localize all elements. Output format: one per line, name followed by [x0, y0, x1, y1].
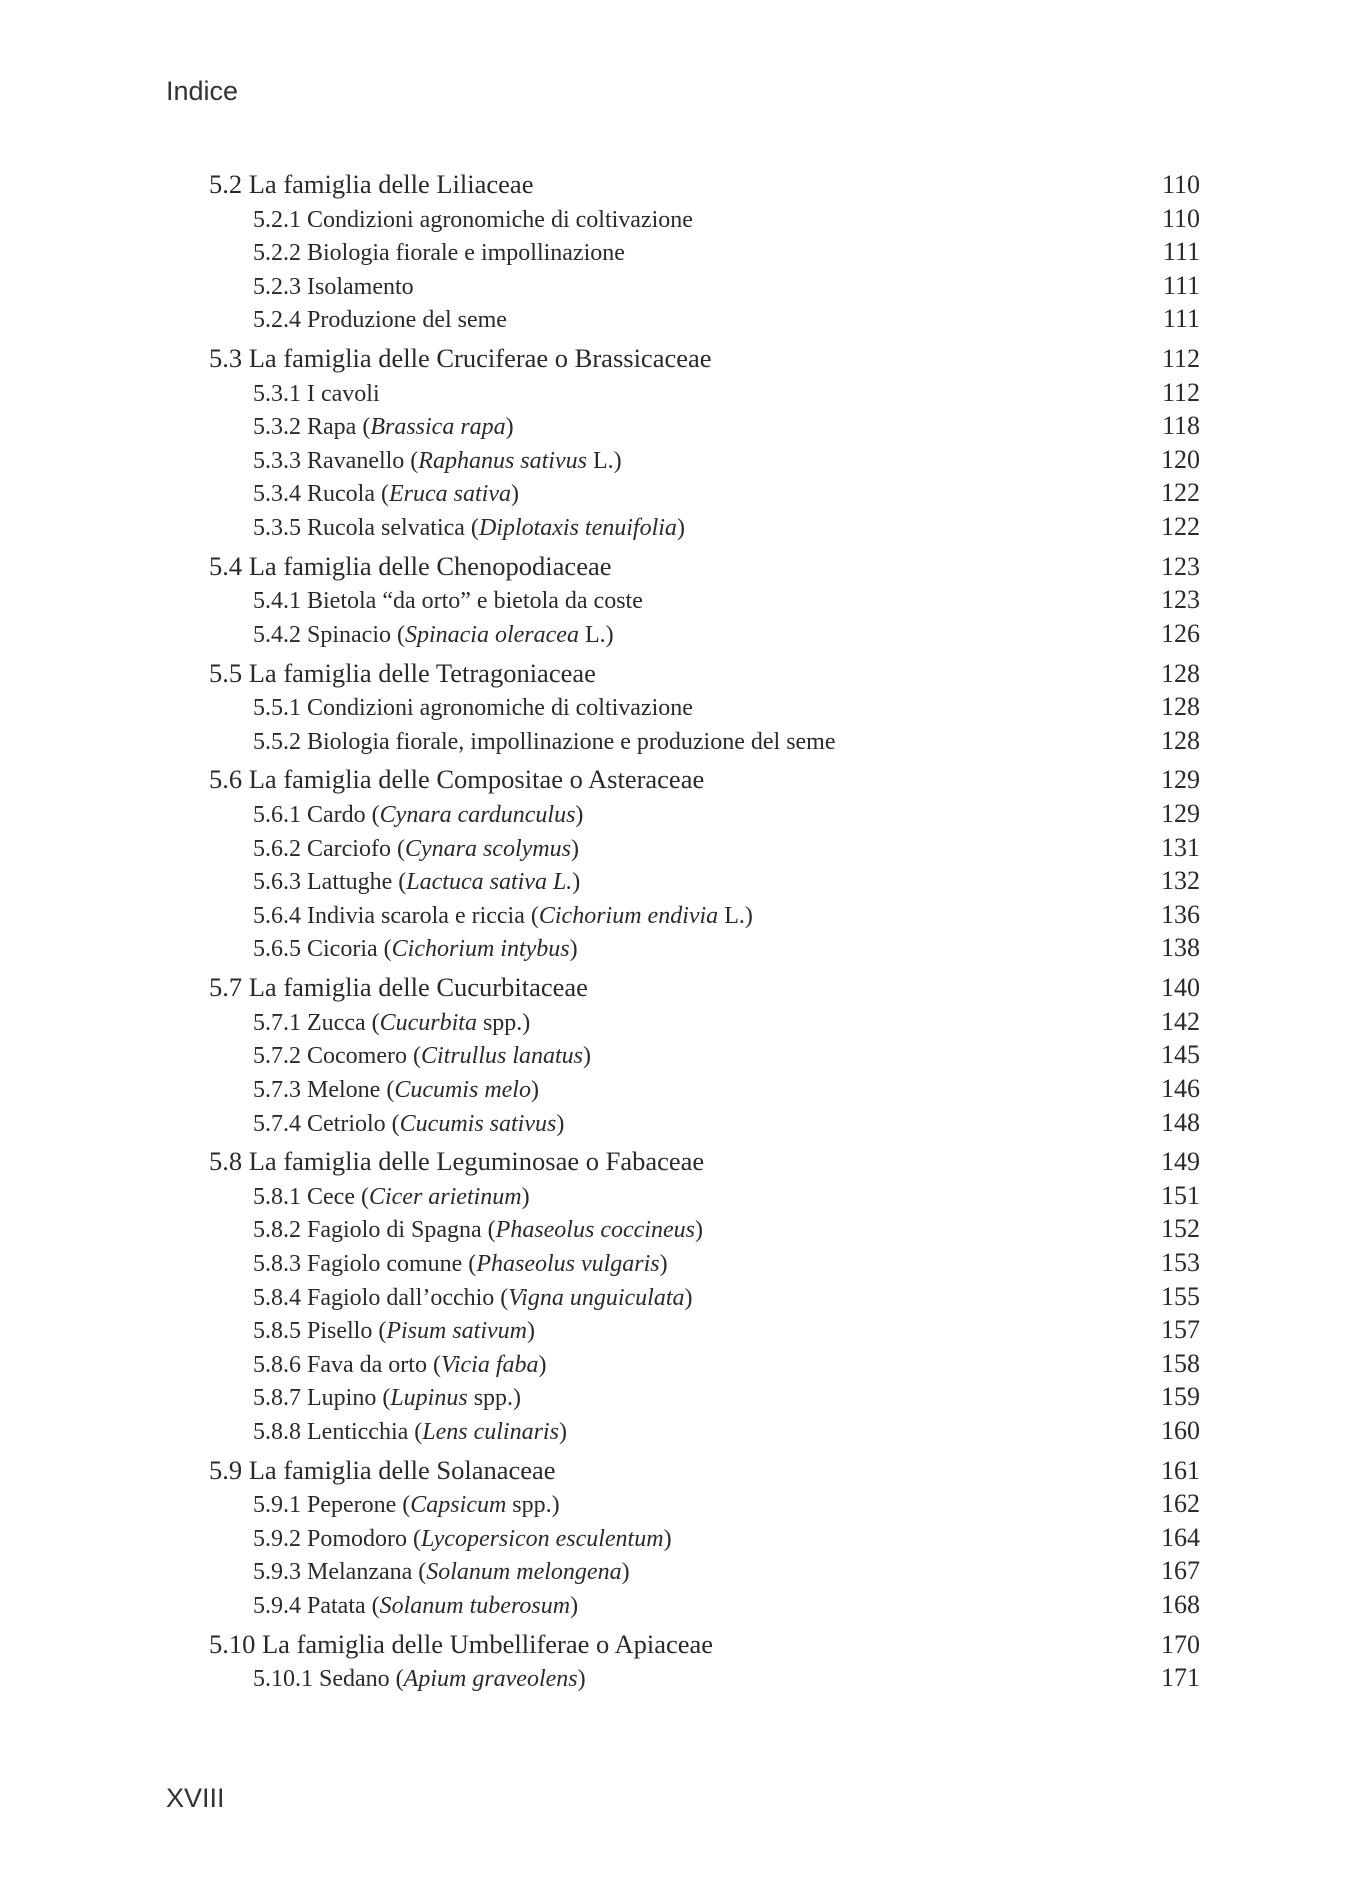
toc-page-number: 153 [1161, 1247, 1200, 1277]
toc-entry-segment: ) [663, 1525, 672, 1552]
toc-entry-title [253, 933, 578, 967]
toc-entry-italic-segment: Lens culinaris [422, 1418, 559, 1445]
toc-entry-segment: 5.4.1 Bietola “da orto” e bietola da coste [253, 588, 643, 615]
toc-page-number: 110 [1161, 170, 1200, 199]
toc-section-entry[interactable] [209, 763, 1200, 797]
toc-entry-title [253, 512, 685, 546]
toc-entry-title [209, 1628, 713, 1662]
toc-page-number: 138 [1161, 933, 1200, 963]
toc-page-number: 110 [1161, 203, 1200, 233]
toc-page-number: 142 [1161, 1006, 1200, 1036]
toc-entry-segment: ) [570, 835, 579, 862]
toc-section [209, 342, 1200, 544]
toc-entry-segment: ) [621, 1559, 630, 1586]
toc-entry-title [253, 900, 753, 934]
toc-entry-title [253, 1282, 692, 1316]
toc-entry-italic-segment: Citrullus lanatus [420, 1043, 584, 1070]
toc-page-number: 160 [1161, 1415, 1200, 1445]
toc-entry-segment: 5.2.4 Produzione del seme [253, 307, 507, 334]
toc-entry-title [253, 1489, 560, 1523]
toc-entry-segment: ) [659, 1250, 668, 1277]
toc-entry-title [253, 237, 625, 271]
toc-subsection-entry[interactable] [209, 1280, 1200, 1314]
toc-entry-segment: ) [510, 481, 519, 508]
toc-subsection-entry[interactable] [209, 1038, 1200, 1072]
toc-entry-segment: 5.9.4 Patata ( [253, 1593, 380, 1619]
toc-subsection-entry[interactable] [209, 409, 1200, 443]
toc-entry-title [253, 1074, 539, 1108]
toc-subsection-entry[interactable] [209, 1072, 1200, 1106]
toc-entry-segment: ) [583, 1043, 592, 1070]
toc-entry-title [253, 1108, 564, 1142]
toc-entry-segment: 5.6.3 Lattughe ( [253, 869, 407, 896]
toc-section [209, 1145, 1200, 1447]
toc-subsection-entry[interactable] [209, 583, 1200, 617]
toc-page-number: 145 [1161, 1040, 1200, 1070]
toc-entry-title [253, 585, 643, 619]
toc-subsection-entry[interactable] [209, 797, 1200, 831]
toc-page-number: 111 [1162, 304, 1200, 334]
toc-page-number: 136 [1161, 899, 1200, 929]
toc-entry-segment: 5.7 La famiglia delle Cucurbitaceae [209, 972, 588, 1003]
toc-entry-italic-segment: Cynara scolymus [404, 835, 571, 862]
toc-entry-segment: ) [572, 869, 581, 896]
toc-entry-title [253, 1416, 567, 1450]
toc-entry-italic-segment: Capsicum [410, 1492, 507, 1519]
toc-entry-segment: ) [521, 1183, 530, 1210]
toc-page-number: 162 [1161, 1489, 1200, 1519]
toc-entry-segment: ) [530, 1076, 539, 1103]
toc-entry-segment: ) [684, 1284, 693, 1311]
toc-entry-italic-segment: Vicia faba [440, 1351, 539, 1378]
toc-entry-segment: 5.6.5 Cicoria ( [253, 936, 392, 963]
toc-subsection-entry[interactable] [209, 476, 1200, 510]
toc-page-number: 152 [1161, 1214, 1200, 1244]
toc-entry-italic-segment: Lycopersicon esculentum [421, 1525, 664, 1552]
toc-subsection-entry[interactable] [209, 1380, 1200, 1414]
toc-entry-segment: 5.3.3 Ravanello ( [253, 447, 419, 474]
toc-entry-segment: 5.2.3 Isolamento [253, 273, 414, 300]
toc-entry-segment: ) [575, 802, 584, 829]
toc-entry-italic-segment: Cicer arietinum [368, 1183, 522, 1210]
toc-subsection-entry[interactable] [209, 724, 1200, 758]
toc-entry-segment: 5.9.3 Melanzana ( [253, 1559, 427, 1586]
toc-entry-segment: 5.8.6 Fava da orto ( [253, 1351, 441, 1378]
toc-entry-segment: L.) [718, 902, 753, 929]
toc-page-number: 126 [1161, 618, 1200, 648]
toc-entry-segment: ) [558, 1418, 567, 1445]
toc-entry-italic-segment: Vigna unguiculata [508, 1284, 685, 1311]
toc-subsection-entry[interactable] [209, 235, 1200, 269]
toc-entry-segment: 5.3.5 Rucola selvatica ( [253, 515, 479, 542]
page-number-folio: XVIII [166, 1783, 225, 1813]
toc-entry-title [253, 271, 414, 305]
toc-entry-italic-segment: Pisum sativum [386, 1318, 528, 1345]
toc-entry-italic-segment: Diplotaxis tenuifolia [478, 515, 677, 542]
toc-subsection-entry[interactable] [209, 376, 1200, 410]
toc-entry-title [253, 1040, 591, 1074]
toc-entry-italic-segment: Phaseolus coccineus [495, 1217, 695, 1244]
toc-page-number: 128 [1161, 658, 1200, 688]
running-head: Indice [166, 76, 239, 106]
toc-page-number: 128 [1161, 725, 1200, 755]
toc-entry-title [209, 342, 712, 376]
toc-entry-title [209, 1454, 556, 1488]
toc-entry-segment: 5.5.2 Biologia fiorale, impollinazione e produzione del seme [253, 728, 836, 755]
toc-entry-title [253, 692, 693, 726]
toc-subsection-entry[interactable] [209, 443, 1200, 477]
toc-entry-segment: 5.7.3 Melone ( [253, 1076, 395, 1103]
toc-entry-title [209, 168, 533, 202]
toc-section-entry[interactable] [209, 1145, 1200, 1179]
toc-entry-segment: 5.8.4 Fagiolo dall’occhio ( [253, 1284, 509, 1311]
toc-section-entry[interactable] [209, 342, 1200, 376]
toc-subsection-entry[interactable] [209, 1487, 1200, 1521]
toc-subsection-entry[interactable] [209, 1347, 1200, 1381]
toc-entry-segment: 5.8.5 Pisello ( [253, 1318, 387, 1345]
toc-page-number: 111 [1162, 270, 1200, 300]
toc-page-number: 128 [1161, 692, 1200, 722]
toc-entry-segment: 5.8.8 Lenticchia ( [253, 1418, 423, 1445]
toc-subsection-entry[interactable] [209, 269, 1200, 303]
toc-page-number: 111 [1162, 237, 1200, 267]
toc-section-entry[interactable] [209, 550, 1200, 584]
toc-entry-segment: L.) [586, 447, 622, 474]
toc-entry-italic-segment: Solanum melongena [426, 1559, 622, 1586]
toc-entry-title [253, 1214, 703, 1248]
toc-entry-segment: 5.8.7 Lupino ( [253, 1385, 391, 1412]
toc-page-number: 146 [1161, 1073, 1200, 1103]
toc-entry-segment: 5.8.1 Cece ( [253, 1183, 369, 1210]
toc-entry-italic-segment: Cucurbita [379, 1009, 477, 1036]
toc-subsection-entry[interactable] [209, 898, 1200, 932]
toc-entry-italic-segment: Phaseolus vulgaris [476, 1250, 660, 1277]
toc-entry-segment: 5.6.4 Indivia scarola e riccia ( [253, 902, 539, 929]
toc-section-entry[interactable] [209, 657, 1200, 691]
toc-page-number: 155 [1161, 1281, 1200, 1311]
toc-entry-segment: 5.3 La famiglia delle Cruciferae o Brassicaceae [209, 343, 712, 374]
toc-page-number: 158 [1161, 1348, 1200, 1378]
toc-entry-segment: 5.6 La famiglia delle Compositae o Asteraceae [209, 764, 705, 795]
toc-entry-segment: 5.3.1 I cavoli [253, 380, 380, 407]
toc-page-number: 167 [1161, 1556, 1200, 1586]
toc-entry-italic-segment: Brassica rapa [370, 414, 506, 441]
toc-entry-italic-segment: Cynara cardunculus [379, 802, 576, 829]
toc-subsection-entry[interactable] [209, 302, 1200, 336]
toc-page-number: 123 [1161, 551, 1200, 581]
toc-page-number: 112 [1161, 377, 1200, 407]
toc-entry-italic-segment: Eruca sativa [388, 481, 511, 508]
toc-page-number: 151 [1161, 1180, 1200, 1210]
toc-entry-title [253, 1663, 586, 1697]
toc-entry-segment: 5.7.1 Zucca ( [253, 1009, 380, 1036]
toc-entry-title [253, 478, 519, 512]
toc-page-number: 168 [1161, 1590, 1200, 1619]
toc-section-entry[interactable] [209, 1454, 1200, 1488]
toc-section-entry[interactable] [209, 168, 1200, 202]
toc-entry-segment: 5.8 La famiglia delle Leguminosae o Fabaceae [209, 1146, 705, 1177]
toc-entry-title [253, 1349, 547, 1383]
toc-entry-title [253, 1556, 630, 1590]
toc-entry-segment: 5.7.2 Cocomero ( [253, 1043, 421, 1070]
toc-entry-segment: 5.6.2 Carciofo ( [253, 835, 405, 862]
toc-section [209, 550, 1200, 651]
toc-entry-segment: ) [676, 515, 685, 542]
toc-entry-segment: ) [694, 1217, 703, 1244]
toc-page-number: 161 [1161, 1455, 1200, 1485]
toc-page-number: 122 [1161, 478, 1200, 508]
toc-entry-title [209, 657, 596, 691]
toc-subsection-entry[interactable] [209, 1005, 1200, 1039]
toc-subsection-entry[interactable] [209, 1554, 1200, 1588]
toc-entry-segment: 5.7.4 Cetriolo ( [253, 1110, 400, 1137]
toc-subsection-entry[interactable] [209, 1313, 1200, 1347]
toc-page-number: 122 [1161, 512, 1200, 542]
toc-entry-segment: 5.9.1 Peperone ( [253, 1492, 411, 1519]
toc-subsection-entry[interactable] [209, 510, 1200, 544]
toc-section [209, 657, 1200, 758]
toc-section [209, 1454, 1200, 1622]
toc-entry-italic-segment: Cichorium endivia [538, 902, 719, 929]
toc-page-number: 170 [1161, 1629, 1200, 1659]
toc-entry-title [253, 1382, 521, 1416]
toc-entry-title [209, 763, 704, 797]
toc-section [209, 763, 1200, 965]
toc-entry-title [253, 1248, 668, 1282]
toc-entry-segment: ) [570, 1593, 579, 1619]
toc-entry-segment: ) [556, 1110, 565, 1137]
toc-page-number: 159 [1161, 1382, 1200, 1412]
toc-entry-segment: ) [505, 414, 514, 441]
toc-entry-title [253, 619, 614, 653]
toc-entry-title [253, 799, 583, 833]
toc-page-number: 123 [1161, 585, 1200, 615]
toc-entry-italic-segment: Raphanus sativus [418, 447, 587, 474]
toc-page-number: 149 [1161, 1147, 1200, 1177]
toc-entry-title [253, 833, 579, 867]
toc-page-number: 164 [1161, 1522, 1200, 1552]
toc-entry-title [253, 445, 622, 479]
toc-entry-title [253, 204, 693, 238]
toc-page-number: 148 [1161, 1107, 1200, 1137]
toc-page-number: 132 [1161, 866, 1200, 896]
toc-entry-segment: ) [577, 1666, 586, 1693]
toc-entry-segment: ) [569, 936, 578, 963]
toc-entry-segment: L.) [578, 621, 614, 648]
toc-entry-italic-segment: Cucumis melo [394, 1076, 531, 1103]
toc-entry-segment: 5.2.2 Biologia fiorale e impollinazione [253, 240, 625, 267]
toc-entry-title [253, 726, 836, 760]
toc-entry-title [209, 550, 611, 584]
toc-entry-segment: spp.) [506, 1492, 560, 1519]
toc-entry-segment: ) [527, 1318, 536, 1345]
toc-page-number: 118 [1161, 411, 1200, 441]
toc-entry-segment: 5.2 La famiglia delle Liliaceae [209, 169, 534, 199]
toc-subsection-entry[interactable] [209, 1106, 1200, 1140]
toc-entry-italic-segment: Lupinus [390, 1385, 468, 1412]
toc-subsection-entry[interactable] [209, 1521, 1200, 1555]
toc-entry-segment: 5.3.2 Rapa ( [253, 414, 371, 441]
toc-subsection-entry[interactable] [209, 864, 1200, 898]
toc-entry-title [253, 1007, 530, 1041]
toc-entry-segment: 5.10 La famiglia delle Umbelliferae o Apiaceae [209, 1628, 714, 1659]
toc-entry-italic-segment: Solanum tuberosum [379, 1593, 571, 1619]
toc-section [209, 1628, 1200, 1695]
toc-entry-italic-segment: Cichorium intybus [391, 936, 570, 963]
toc-section-entry[interactable] [209, 1628, 1200, 1662]
toc-entry-title [253, 1590, 578, 1624]
toc-entry-title [253, 304, 507, 338]
toc-page-number: 112 [1161, 344, 1200, 374]
toc-entry-segment: 5.4.2 Spinacio ( [253, 621, 405, 648]
toc-subsection-entry[interactable] [209, 1212, 1200, 1246]
toc-entry-segment: spp.) [476, 1009, 531, 1036]
toc-entry-title [253, 1523, 672, 1557]
toc-subsection-entry[interactable] [209, 1246, 1200, 1280]
toc-page-number: 129 [1161, 765, 1200, 795]
toc-entry-title [253, 378, 380, 412]
toc-entry-segment: 5.8.3 Fagiolo comune ( [253, 1250, 477, 1277]
toc-entry-segment: 5.4 La famiglia delle Chenopodiaceae [209, 550, 612, 581]
toc-entry-segment: 5.9.2 Pomodoro ( [253, 1525, 421, 1552]
toc-subsection-entry[interactable] [209, 831, 1200, 865]
toc-entry-segment: 5.9 La famiglia delle Solanaceae [209, 1454, 556, 1485]
toc-entry-segment: spp.) [467, 1385, 522, 1412]
toc-section [209, 971, 1200, 1139]
toc-entry-segment: ) [538, 1351, 547, 1378]
toc-subsection-entry[interactable] [209, 1661, 1200, 1695]
toc-entry-title [253, 411, 514, 445]
toc-subsection-entry[interactable] [209, 690, 1200, 724]
toc-entry-segment: 5.10.1 Sedano ( [253, 1666, 404, 1693]
toc-subsection-entry[interactable] [209, 1179, 1200, 1213]
toc-page-number: 171 [1161, 1663, 1200, 1693]
toc-page-number: 157 [1161, 1315, 1200, 1345]
toc-entry-segment: 5.3.4 Rucola ( [253, 481, 389, 508]
toc-subsection-entry[interactable] [209, 1588, 1200, 1622]
toc-entry-title [209, 1145, 704, 1179]
toc-entry-segment: 5.5.1 Condizioni agronomiche di coltivazione [253, 695, 693, 722]
toc-entry-segment: 5.2.1 Condizioni agronomiche di coltivazione [253, 206, 693, 233]
table-of-contents [209, 168, 1200, 1701]
toc-entry-title [253, 1315, 535, 1349]
toc-subsection-entry[interactable] [209, 1414, 1200, 1448]
toc-subsection-entry[interactable] [209, 617, 1200, 651]
toc-entry-title [253, 866, 580, 900]
toc-entry-italic-segment: Apium graveolens [403, 1666, 578, 1693]
toc-subsection-entry[interactable] [209, 202, 1200, 236]
toc-entry-italic-segment: Lactuca sativa L. [406, 869, 573, 896]
toc-entry-italic-segment: Cucumis sativus [399, 1110, 557, 1137]
toc-page-number: 120 [1161, 444, 1200, 474]
toc-entry-segment: 5.6.1 Cardo ( [253, 802, 380, 829]
toc-page-number: 140 [1161, 973, 1200, 1003]
toc-page-number: 131 [1161, 832, 1200, 862]
toc-entry-title [253, 1181, 530, 1215]
toc-entry-title [209, 971, 588, 1005]
toc-entry-segment: 5.8.2 Fagiolo di Spagna ( [253, 1217, 496, 1244]
toc-section-entry[interactable] [209, 971, 1200, 1005]
toc-subsection-entry[interactable] [209, 931, 1200, 965]
toc-entry-segment: 5.5 La famiglia delle Tetragoniaceae [209, 657, 596, 688]
toc-section [209, 168, 1200, 336]
toc-page-number: 129 [1161, 799, 1200, 829]
toc-entry-italic-segment: Spinacia oleracea [404, 621, 579, 648]
